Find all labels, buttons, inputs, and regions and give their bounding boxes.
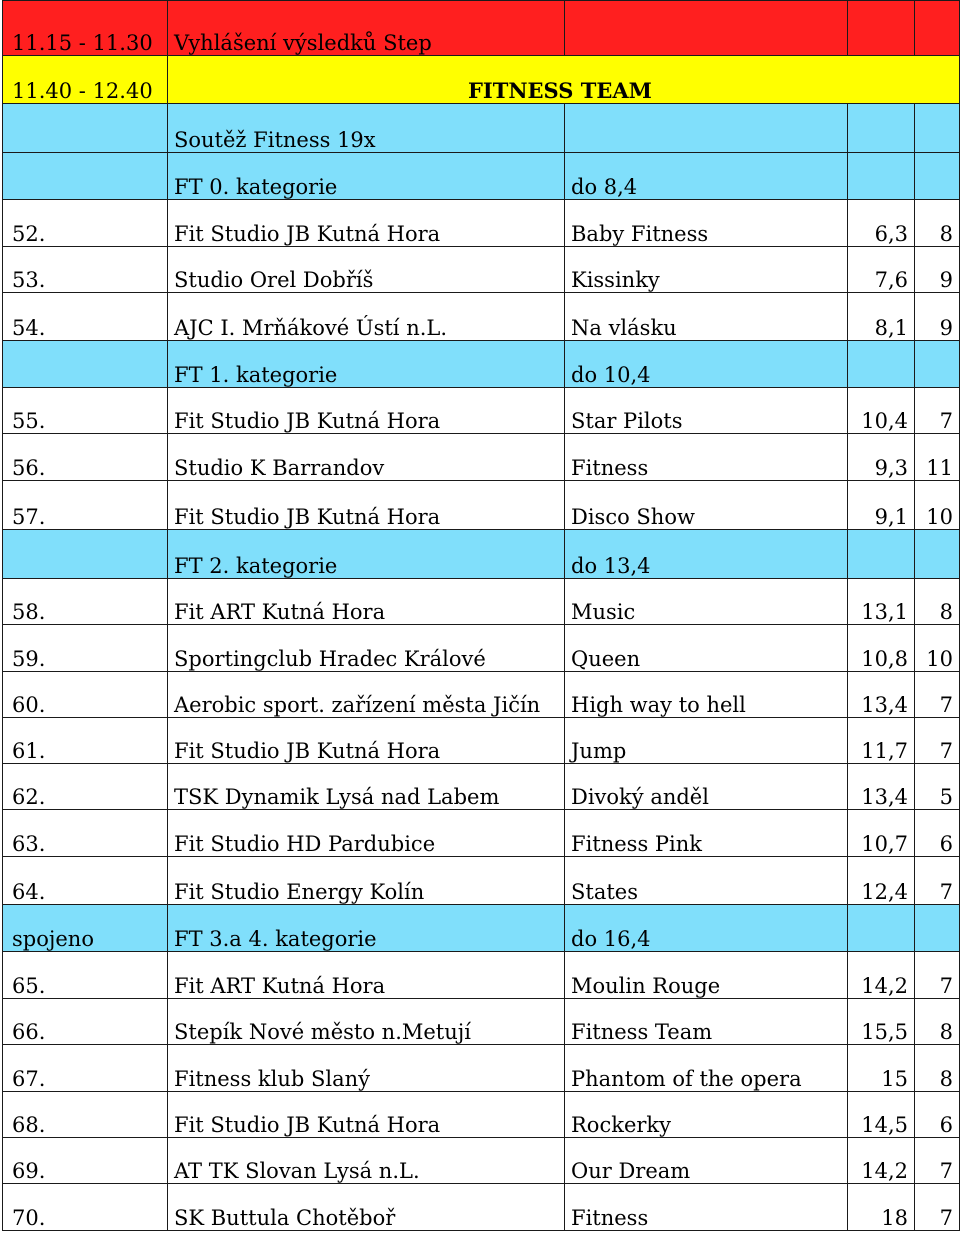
category-prefix [3,153,168,200]
score: 10,7 [848,810,915,857]
score: 10,4 [848,388,915,434]
contest-label: Soutěž Fitness 19x [168,104,565,153]
routine-name: Disco Show [565,481,848,530]
club-name: Sportingclub Hradec Králové [168,625,565,672]
entry-number: 60. [3,672,168,718]
routine-name: Na vlásku [565,293,848,341]
team-time: 11.40 - 12.40 [3,56,168,104]
routine-name: Queen [565,625,848,672]
club-name: AJC I. Mrňákové Ústí n.L. [168,293,565,341]
entry-number: 62. [3,764,168,810]
category-name: FT 1. kategorie [168,341,565,388]
category-name: FT 2. kategorie [168,530,565,579]
club-name: TSK Dynamik Lysá nad Labem [168,764,565,810]
team-label: FITNESS TEAM [168,56,960,104]
routine-name: Our Dream [565,1138,848,1184]
table-row [3,481,960,530]
member-count: 10 [915,625,960,672]
member-count: 11 [915,434,960,481]
table-row [3,718,960,764]
entry-number: 54. [3,293,168,341]
club-name: Fit Studio JB Kutná Hora [168,481,565,530]
team-row [3,56,960,104]
category-limit: do 8,4 [565,153,848,200]
score: 13,4 [848,672,915,718]
table-row [3,764,960,810]
table-row [3,810,960,857]
entry-number: 55. [3,388,168,434]
member-count: 7 [915,388,960,434]
score: 7,6 [848,247,915,293]
score: 9,3 [848,434,915,481]
awards-label: Vyhlášení výsledků Step [168,1,565,56]
member-count: 7 [915,857,960,905]
entry-number: 65. [3,952,168,999]
member-count: 8 [915,579,960,625]
club-name: Studio K Barrandov [168,434,565,481]
entry-number: 68. [3,1092,168,1138]
category-limit: do 16,4 [565,905,848,952]
member-count: 8 [915,1045,960,1092]
member-count: 9 [915,247,960,293]
category-row [3,341,960,388]
score: 15,5 [848,999,915,1045]
category-limit: do 13,4 [565,530,848,579]
category-limit: do 10,4 [565,341,848,388]
member-count: 7 [915,1138,960,1184]
contest-row [3,104,960,153]
table-row [3,952,960,999]
routine-name: Divoký anděl [565,764,848,810]
entry-number: 59. [3,625,168,672]
table-row [3,857,960,905]
club-name: Fit Studio Energy Kolín [168,857,565,905]
member-count: 7 [915,952,960,999]
score: 13,4 [848,764,915,810]
routine-name: Fitness Pink [565,810,848,857]
table-row [3,999,960,1045]
club-name: Studio Orel Dobříš [168,247,565,293]
score: 11,7 [848,718,915,764]
schedule-table [2,0,960,1231]
member-count: 6 [915,810,960,857]
entry-number: 70. [3,1184,168,1231]
member-count: 5 [915,764,960,810]
club-name: Fit ART Kutná Hora [168,952,565,999]
score: 15 [848,1045,915,1092]
member-count: 9 [915,293,960,341]
routine-name: Music [565,579,848,625]
entry-number: 56. [3,434,168,481]
table-row [3,1045,960,1092]
category-name: FT 3.a 4. kategorie [168,905,565,952]
score: 8,1 [848,293,915,341]
entry-number: 61. [3,718,168,764]
table-row [3,1184,960,1231]
member-count: 7 [915,672,960,718]
table-row [3,434,960,481]
category-prefix [3,341,168,388]
entry-number: 69. [3,1138,168,1184]
score: 14,5 [848,1092,915,1138]
club-name: Fitness klub Slaný [168,1045,565,1092]
club-name: AT TK Slovan Lysá n.L. [168,1138,565,1184]
category-prefix: spojeno [3,905,168,952]
routine-name: States [565,857,848,905]
score: 6,3 [848,200,915,247]
category-prefix [3,530,168,579]
category-row [3,905,960,952]
awards-row [3,1,960,56]
category-name: FT 0. kategorie [168,153,565,200]
score: 13,1 [848,579,915,625]
table-row [3,672,960,718]
score: 18 [848,1184,915,1231]
score: 14,2 [848,1138,915,1184]
club-name: Stepík Nové město n.Metují [168,999,565,1045]
entry-number: 57. [3,481,168,530]
routine-name: Rockerky [565,1092,848,1138]
club-name: Fit ART Kutná Hora [168,579,565,625]
routine-name: Fitness [565,434,848,481]
entry-number: 58. [3,579,168,625]
table-row [3,625,960,672]
routine-name: Star Pilots [565,388,848,434]
table-row [3,1092,960,1138]
table-row [3,200,960,247]
routine-name: Fitness Team [565,999,848,1045]
entry-number: 64. [3,857,168,905]
entry-number: 52. [3,200,168,247]
member-count: 10 [915,481,960,530]
member-count: 6 [915,1092,960,1138]
routine-name: Fitness [565,1184,848,1231]
routine-name: Jump [565,718,848,764]
score: 10,8 [848,625,915,672]
category-row [3,530,960,579]
table-row [3,247,960,293]
routine-name: Kissinky [565,247,848,293]
member-count: 8 [915,999,960,1045]
category-row [3,153,960,200]
score: 14,2 [848,952,915,999]
routine-name: High way to hell [565,672,848,718]
club-name: Fit Studio JB Kutná Hora [168,718,565,764]
club-name: Fit Studio JB Kutná Hora [168,200,565,247]
member-count: 7 [915,1184,960,1231]
score: 12,4 [848,857,915,905]
club-name: Fit Studio JB Kutná Hora [168,388,565,434]
club-name: SK Buttula Chotěboř [168,1184,565,1231]
entry-number: 63. [3,810,168,857]
entry-number: 66. [3,999,168,1045]
club-name: Fit Studio JB Kutná Hora [168,1092,565,1138]
entry-number: 53. [3,247,168,293]
routine-name: Baby Fitness [565,200,848,247]
table-row [3,579,960,625]
club-name: Aerobic sport. zařízení města Jičín [168,672,565,718]
routine-name: Phantom of the opera [565,1045,848,1092]
member-count: 8 [915,200,960,247]
entry-number: 67. [3,1045,168,1092]
table-row [3,1138,960,1184]
table-row [3,293,960,341]
routine-name: Moulin Rouge [565,952,848,999]
table-row [3,388,960,434]
club-name: Fit Studio HD Pardubice [168,810,565,857]
awards-time: 11.15 - 11.30 [3,1,168,56]
member-count: 7 [915,718,960,764]
score: 9,1 [848,481,915,530]
